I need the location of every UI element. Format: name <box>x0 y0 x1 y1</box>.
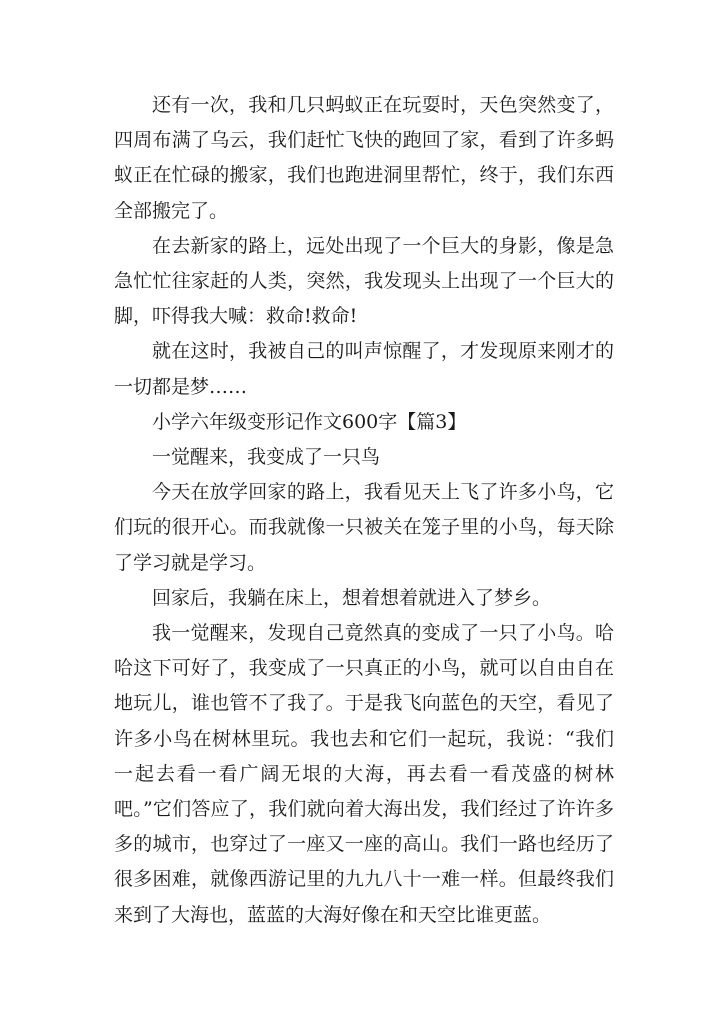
essay-title: 一觉醒来，我变成了一只鸟 <box>152 446 381 469</box>
paragraph-new-home-road: 在去新家的路上，远处出现了一个巨大的身影，像是急急忙忙往家赶的人类，突然，我发现头上出现了一个巨大的脚，吓得我大喊：救命!救命! <box>114 234 614 328</box>
paragraph-woke-up: 就在这时，我被自己的叫声惊醒了，才发现原来刚才的一切都是梦…… <box>114 340 614 398</box>
document-body <box>114 88 614 933</box>
paragraph-dream: 回家后，我躺在床上，想着想着就进入了梦乡。 <box>152 586 552 609</box>
section-title: 小学六年级变形记作文600字【篇3】 <box>152 410 467 433</box>
paragraph-ant-storm: 还有一次，我和几只蚂蚁正在玩耍时，天色突然变了，四周布满了乌云，我们赶忙飞快的跑回了家，看到了许多蚂蚁正在忙碌的搬家，我们也跑进洞里帮忙，终于，我们东西全部搬完了。 <box>114 94 614 222</box>
paragraph-bird-journey: 我一觉醒来，发现自己竟然真的变成了一只了小鸟。哈哈这下可好了，我变成了一只真正的小鸟，就可以自由自在地玩儿，谁也管不了我了。于是我飞向蓝色的天空，看见了许多小鸟在树林里玩。我也去和它们一起玩，我说：“我们一起去看一看广阔无垠的大海，再去看一看茂盛的树林吧。”它们答应了，我们就向着大海出发，我们经过了许许多多的城市，也穿过了一座又一座的高山。我们一路也经历了很多困难，就像西游记里的九九八十一难一样。但最终我们来到了大海也，蓝蓝的大海好像在和天空比谁更蓝。 <box>114 622 614 926</box>
paragraph-school-road: 今天在放学回家的路上，我看见天上飞了许多小鸟，它们玩的很开心。而我就像一只被关在笼子里的小鸟，每天除了学习就是学习。 <box>114 481 614 574</box>
